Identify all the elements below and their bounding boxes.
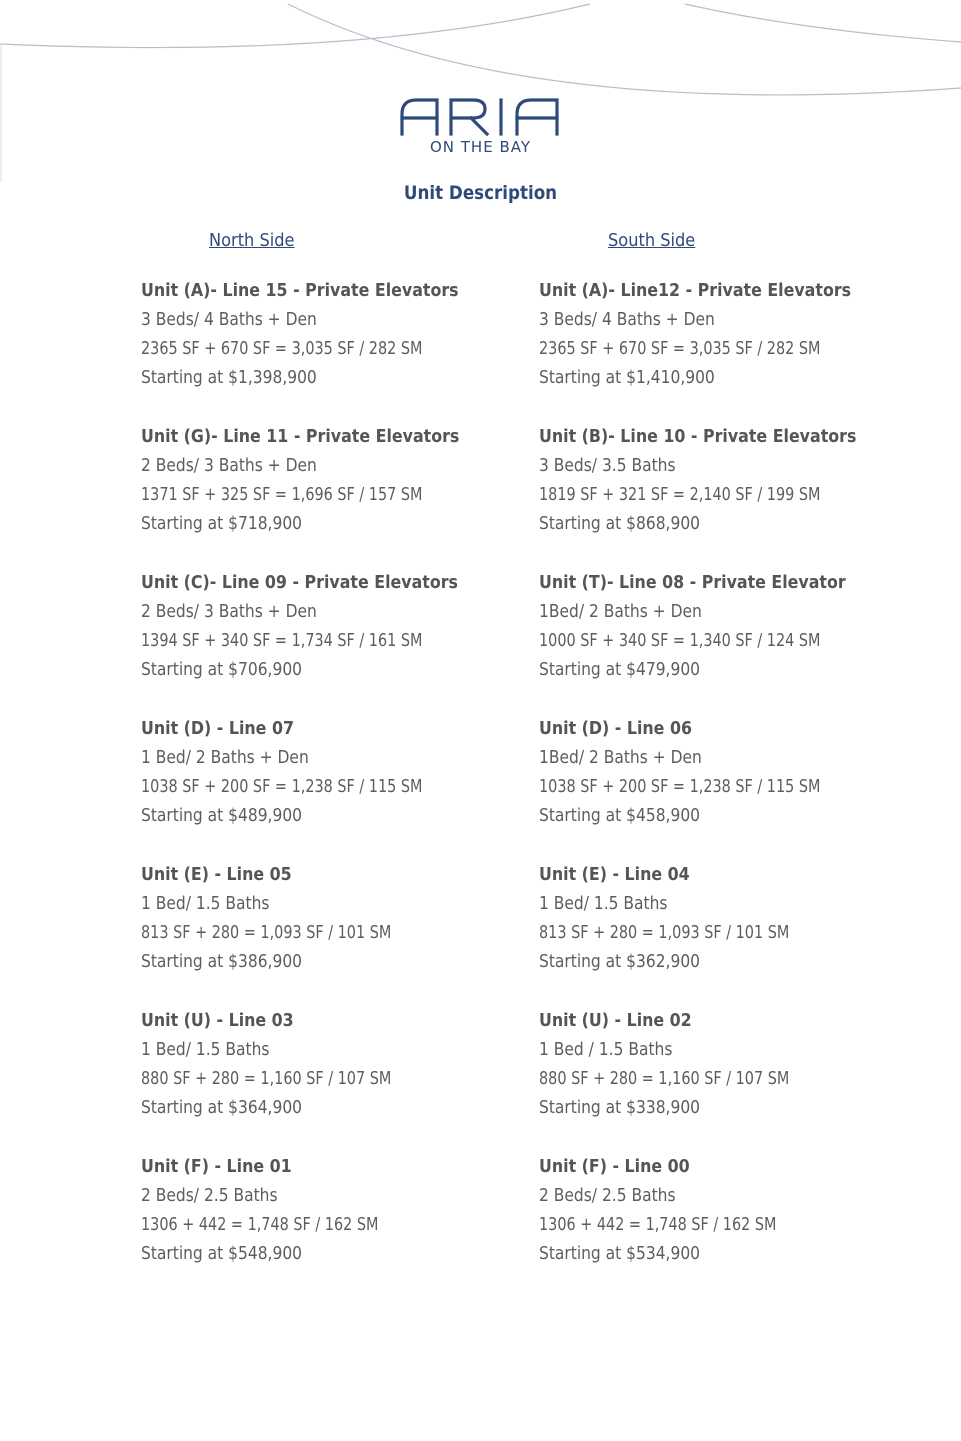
unit-entry <box>141 568 541 714</box>
north-side-heading: North Side <box>209 230 295 251</box>
unit-area: 2365 SF + 670 SF = 3,035 SF / 282 SM <box>141 338 423 359</box>
unit-entry <box>539 1152 939 1298</box>
unit-price: Starting at $362,900 <box>539 951 701 972</box>
unit-price: Starting at $1,398,900 <box>141 367 317 388</box>
unit-area: 880 SF + 280 = 1,160 SF / 107 SM <box>141 1068 392 1089</box>
unit-entry <box>539 422 939 568</box>
unit-beds-baths: 3 Beds/ 4 Baths + Den <box>539 309 715 330</box>
unit-price: Starting at $489,900 <box>141 805 303 826</box>
unit-beds-baths: 3 Beds/ 4 Baths + Den <box>141 309 317 330</box>
unit-price: Starting at $1,410,900 <box>539 367 715 388</box>
unit-area: 1000 SF + 340 SF = 1,340 SF / 124 SM <box>539 630 821 651</box>
unit-entry <box>539 1006 939 1152</box>
unit-beds-baths: 1 Bed/ 1.5 Baths <box>539 893 668 914</box>
unit-area: 1038 SF + 200 SF = 1,238 SF / 115 SM <box>539 776 821 797</box>
unit-area: 880 SF + 280 = 1,160 SF / 107 SM <box>539 1068 790 1089</box>
unit-price: Starting at $458,900 <box>539 805 701 826</box>
unit-entry <box>539 568 939 714</box>
unit-area: 1306 + 442 = 1,748 SF / 162 SM <box>539 1214 777 1235</box>
unit-area: 813 SF + 280 = 1,093 SF / 101 SM <box>141 922 392 943</box>
unit-beds-baths: 2 Beds/ 3 Baths + Den <box>141 601 317 622</box>
unit-price: Starting at $718,900 <box>141 513 303 534</box>
unit-title: Unit (C)- Line 09 - Private Elevators <box>141 572 458 593</box>
unit-beds-baths: 1Bed/ 2 Baths + Den <box>539 601 702 622</box>
unit-beds-baths: 1Bed/ 2 Baths + Den <box>539 747 702 768</box>
unit-title: Unit (F) - Line 01 <box>141 1156 292 1177</box>
south-side-column <box>539 276 939 1298</box>
unit-price: Starting at $868,900 <box>539 513 701 534</box>
unit-title: Unit (A)- Line12 - Private Elevators <box>539 280 852 301</box>
unit-title: Unit (D) - Line 07 <box>141 718 294 739</box>
unit-area: 1306 + 442 = 1,748 SF / 162 SM <box>141 1214 379 1235</box>
unit-area: 1038 SF + 200 SF = 1,238 SF / 115 SM <box>141 776 423 797</box>
unit-entry <box>141 1006 541 1152</box>
unit-title: Unit (D) - Line 06 <box>539 718 692 739</box>
unit-beds-baths: 2 Beds/ 2.5 Baths <box>539 1185 676 1206</box>
unit-entry <box>539 860 939 1006</box>
unit-beds-baths: 1 Bed/ 1.5 Baths <box>141 1039 270 1060</box>
unit-beds-baths: 2 Beds/ 2.5 Baths <box>141 1185 278 1206</box>
unit-price: Starting at $479,900 <box>539 659 701 680</box>
unit-price: Starting at $548,900 <box>141 1243 303 1264</box>
brand-logo <box>0 96 961 156</box>
unit-area: 1819 SF + 321 SF = 2,140 SF / 199 SM <box>539 484 821 505</box>
aria-logo-mark <box>399 96 563 136</box>
unit-entry <box>141 1152 541 1298</box>
unit-area: 813 SF + 280 = 1,093 SF / 101 SM <box>539 922 790 943</box>
unit-beds-baths: 1 Bed / 1.5 Baths <box>539 1039 673 1060</box>
unit-area: 1394 SF + 340 SF = 1,734 SF / 161 SM <box>141 630 423 651</box>
unit-title: Unit (E) - Line 04 <box>539 864 690 885</box>
unit-entry <box>141 714 541 860</box>
unit-price: Starting at $386,900 <box>141 951 303 972</box>
unit-entry <box>539 714 939 860</box>
unit-entry <box>141 276 541 422</box>
unit-price: Starting at $534,900 <box>539 1243 701 1264</box>
unit-title: Unit (U) - Line 03 <box>141 1010 294 1031</box>
unit-area: 1371 SF + 325 SF = 1,696 SF / 157 SM <box>141 484 423 505</box>
brand-name: ARIA <box>398 96 401 97</box>
unit-beds-baths: 3 Beds/ 3.5 Baths <box>539 455 676 476</box>
unit-entry <box>141 860 541 1006</box>
unit-price: Starting at $364,900 <box>141 1097 303 1118</box>
unit-title: Unit (E) - Line 05 <box>141 864 292 885</box>
unit-entry <box>539 276 939 422</box>
unit-title: Unit (G)- Line 11 - Private Elevators <box>141 426 460 447</box>
unit-area: 2365 SF + 670 SF = 3,035 SF / 282 SM <box>539 338 821 359</box>
page-title: Unit Description <box>403 182 558 204</box>
north-side-column <box>141 276 541 1298</box>
unit-price: Starting at $706,900 <box>141 659 303 680</box>
unit-beds-baths: 1 Bed/ 2 Baths + Den <box>141 747 309 768</box>
unit-entry <box>141 422 541 568</box>
unit-title: Unit (F) - Line 00 <box>539 1156 690 1177</box>
south-side-heading: South Side <box>608 230 696 251</box>
unit-price: Starting at $338,900 <box>539 1097 701 1118</box>
unit-title: Unit (T)- Line 08 - Private Elevator <box>539 572 846 593</box>
unit-title: Unit (U) - Line 02 <box>539 1010 692 1031</box>
brand-subtitle: ON THE BAY <box>429 138 532 156</box>
unit-title: Unit (B)- Line 10 - Private Elevators <box>539 426 857 447</box>
unit-beds-baths: 2 Beds/ 3 Baths + Den <box>141 455 317 476</box>
unit-beds-baths: 1 Bed/ 1.5 Baths <box>141 893 270 914</box>
unit-title: Unit (A)- Line 15 - Private Elevators <box>141 280 459 301</box>
